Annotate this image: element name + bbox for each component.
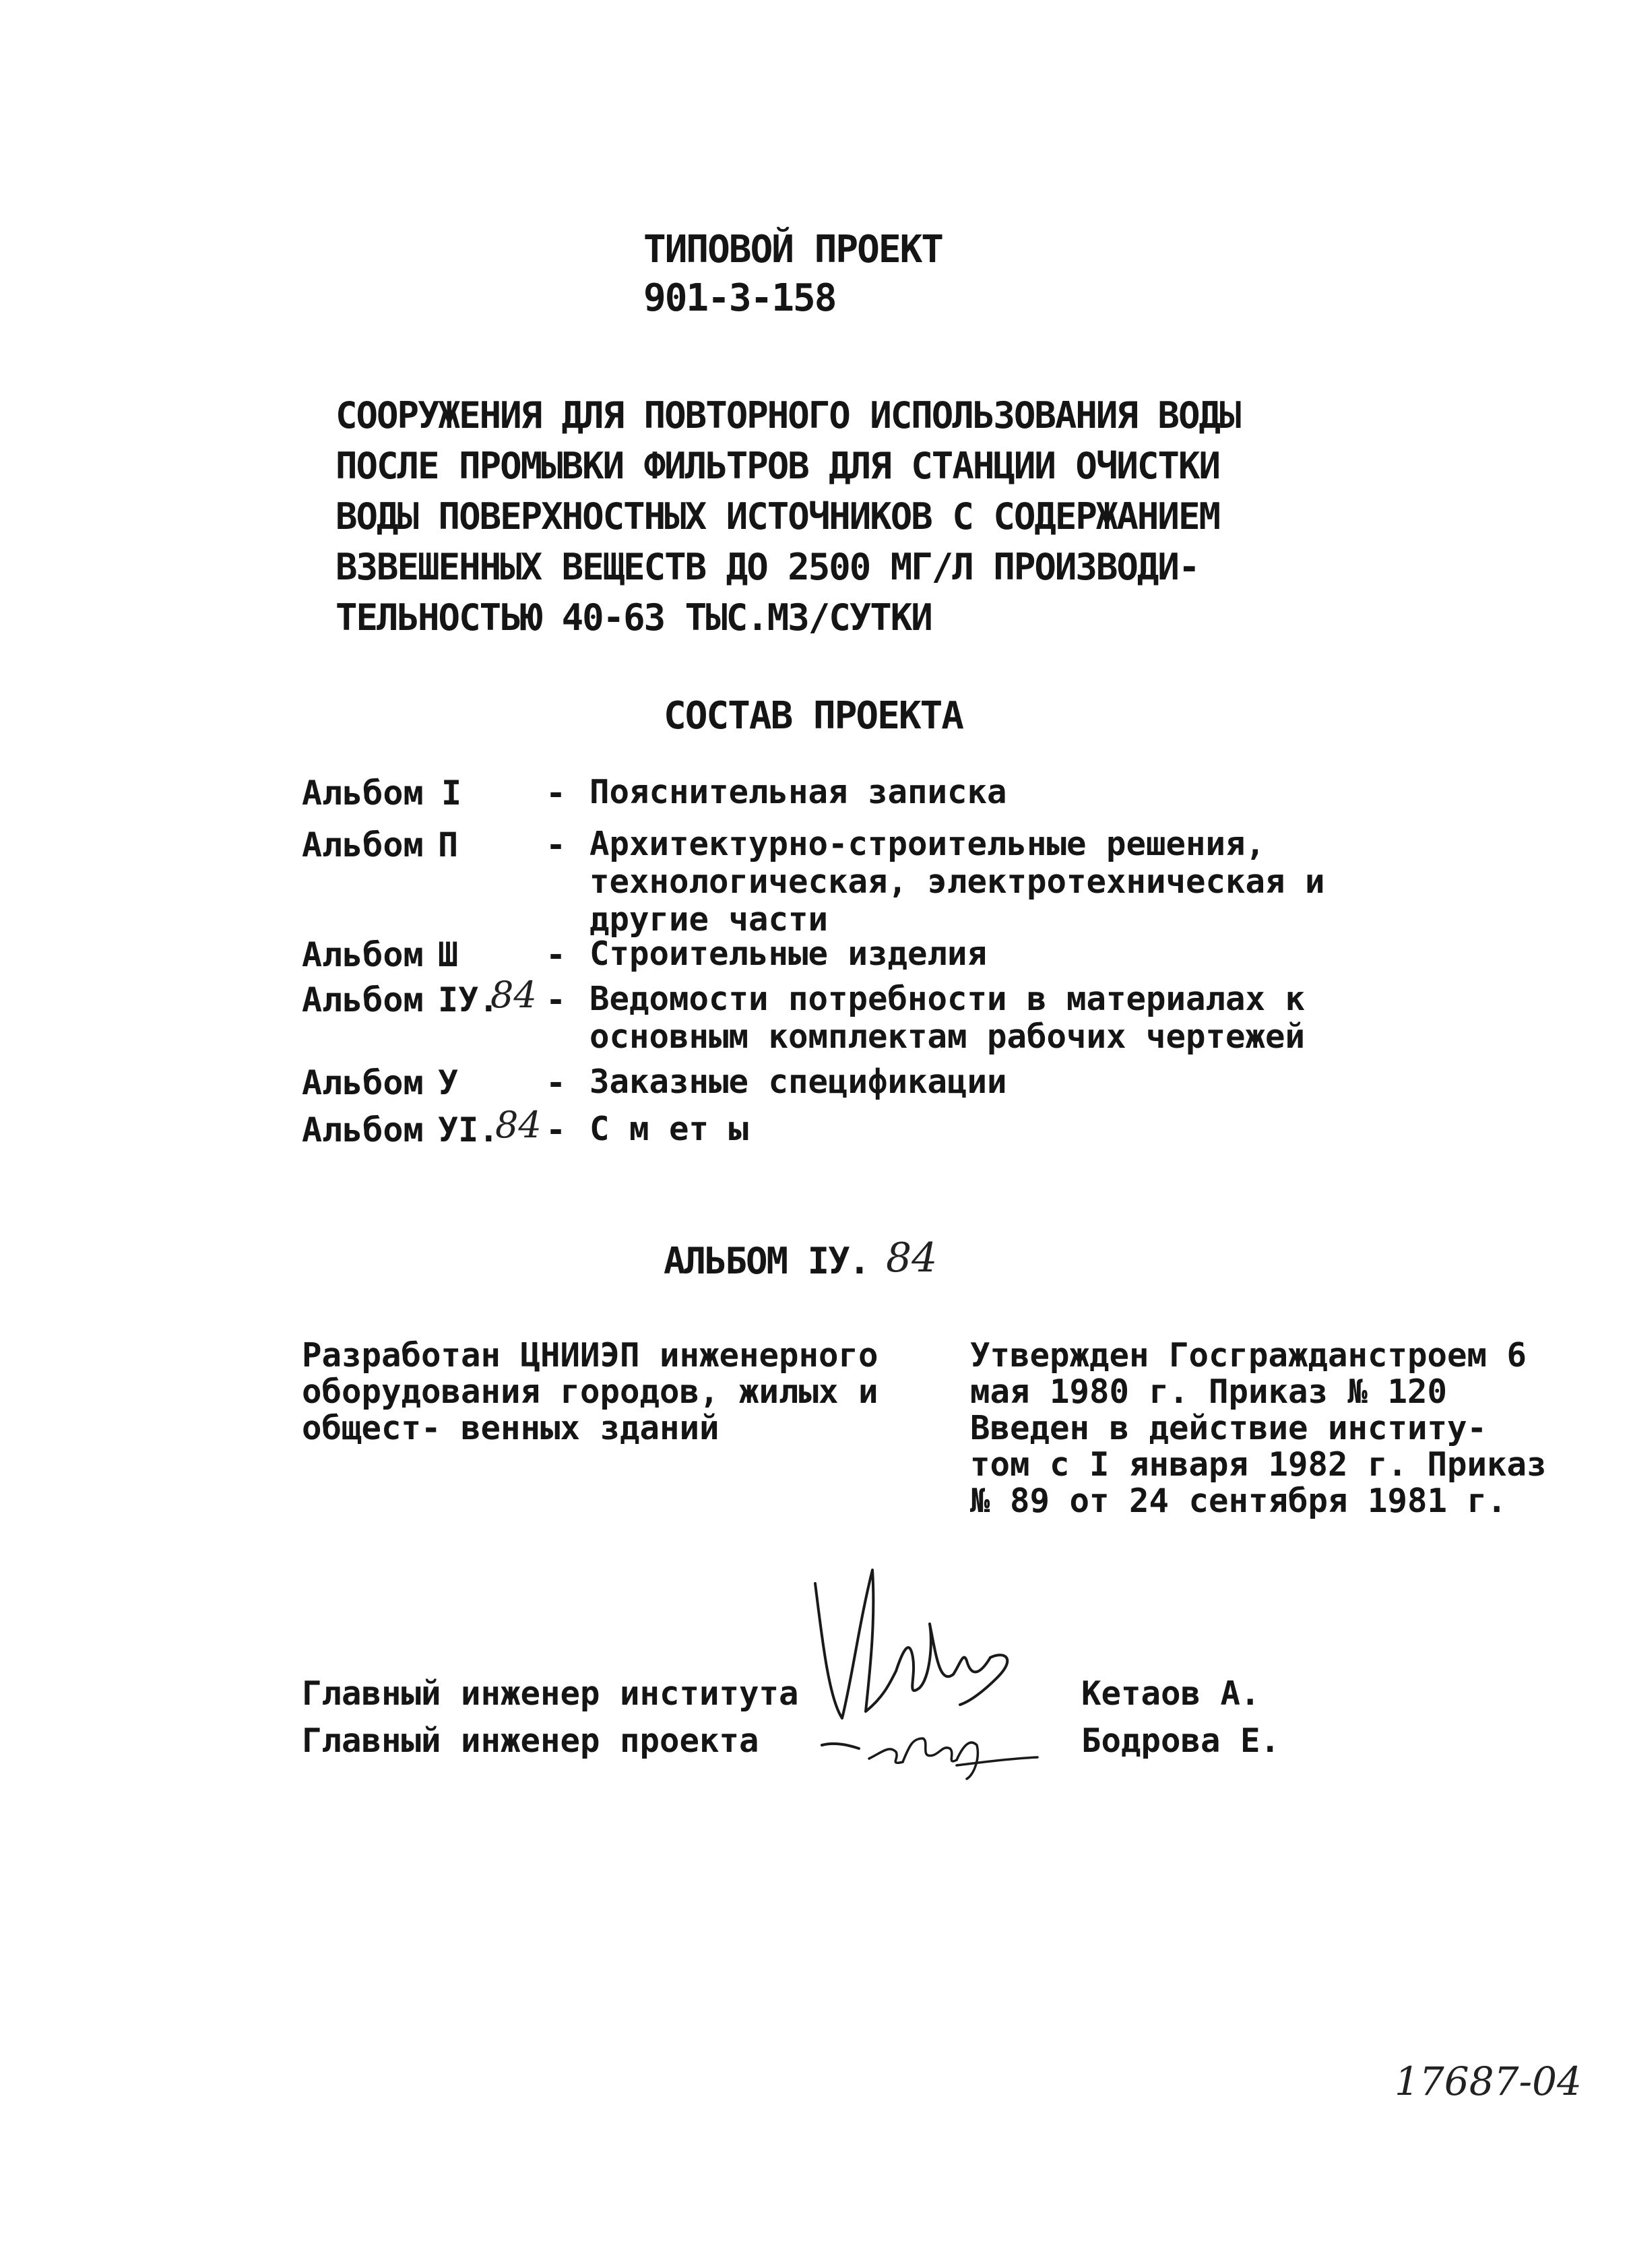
project-code: 901-3-158 [643, 276, 836, 320]
album-dash: - [546, 1110, 567, 1149]
album-heading: АЛЬБОМ IУ. [664, 1240, 870, 1282]
composition-heading: СОСТАВ ПРОЕКТА [664, 694, 963, 738]
album-number: УI. [438, 1110, 499, 1149]
album-description: Строительные изделия [589, 935, 988, 973]
project-type: ТИПОВОЙ ПРОЕКТ [643, 228, 943, 272]
title-line: ВОДЫ ПОВЕРХНОСТНЫХ ИСТОЧНИКОВ С СОДЕРЖАНИЕМ [335, 495, 1219, 538]
album-number: П [438, 825, 459, 864]
album-dash: - [546, 980, 567, 1019]
title-line: ВЗВЕШЕННЫХ ВЕЩЕСТВ ДО 2500 МГ/Л ПРОИЗВОДИ- [335, 546, 1199, 588]
signature-chief-engineer-project [869, 1738, 1037, 1779]
album-dash: - [546, 774, 567, 813]
album-dash: - [546, 825, 567, 864]
title-line: ПОСЛЕ ПРОМЫВКИ ФИЛЬТРОВ ДЛЯ СТАНЦИИ ОЧИСТКИ [335, 445, 1219, 487]
album-number: I [441, 774, 462, 813]
signatures [795, 1543, 1078, 1786]
developer-block: Разработан ЦНИИЭП инженерного оборудования городов, жилых и общест- венных зданий [302, 1336, 878, 1447]
album-number-handwritten: 84 [495, 1104, 542, 1146]
album-description: Заказные спецификации [589, 1063, 1007, 1101]
album-description: Ведомости потребности в материалах к основным комплектам рабочих чертежей [589, 980, 1306, 1056]
album-description: С м ет ы [589, 1110, 749, 1148]
album-description: Архитектурно-строительные решения, технологическая, электротехническая и другие части [589, 825, 1325, 939]
album-dash: - [546, 935, 567, 974]
album-label: Альбом [302, 1110, 424, 1149]
signatory-name: Кетаов А. [1081, 1674, 1260, 1713]
album-label: Альбом [302, 980, 424, 1019]
album-label: Альбом [302, 774, 424, 813]
approval-block: Утвержден Госгражданстроем 6 мая 1980 г. Приказ № 120 Введен в действие институ- том с I января 1982 г. Приказ № 89 от 24 сентября 1981 г. [970, 1336, 1547, 1520]
album-dash: - [546, 1063, 567, 1102]
archive-number: 17687-04 [1395, 2058, 1582, 2104]
title-line: ТЕЛЬНОСТЬЮ 40-63 ТЫС.М3/СУТКИ [335, 596, 932, 639]
album-number: У [438, 1063, 459, 1102]
album-label: Альбом [302, 1063, 424, 1102]
album-number-handwritten: 84 [490, 974, 537, 1016]
signatory-role: Главный инженер института [302, 1674, 799, 1713]
signatory-role: Главный инженер проекта [302, 1722, 759, 1760]
album-number: IУ. [438, 980, 499, 1019]
title-line: СООРУЖЕНИЯ ДЛЯ ПОВТОРНОГО ИСПОЛЬЗОВАНИЯ ВОДЫ [335, 394, 1240, 437]
album-description: Пояснительная записка [589, 773, 1007, 811]
album-number: Ш [438, 935, 459, 974]
album-label: Альбом [302, 825, 424, 864]
signatory-name: Бодрова Е. [1081, 1722, 1281, 1760]
signature-chief-engineer-institute [815, 1570, 1007, 1749]
album-label: Альбом [302, 935, 424, 974]
album-heading-handwritten: 84 [886, 1234, 938, 1282]
